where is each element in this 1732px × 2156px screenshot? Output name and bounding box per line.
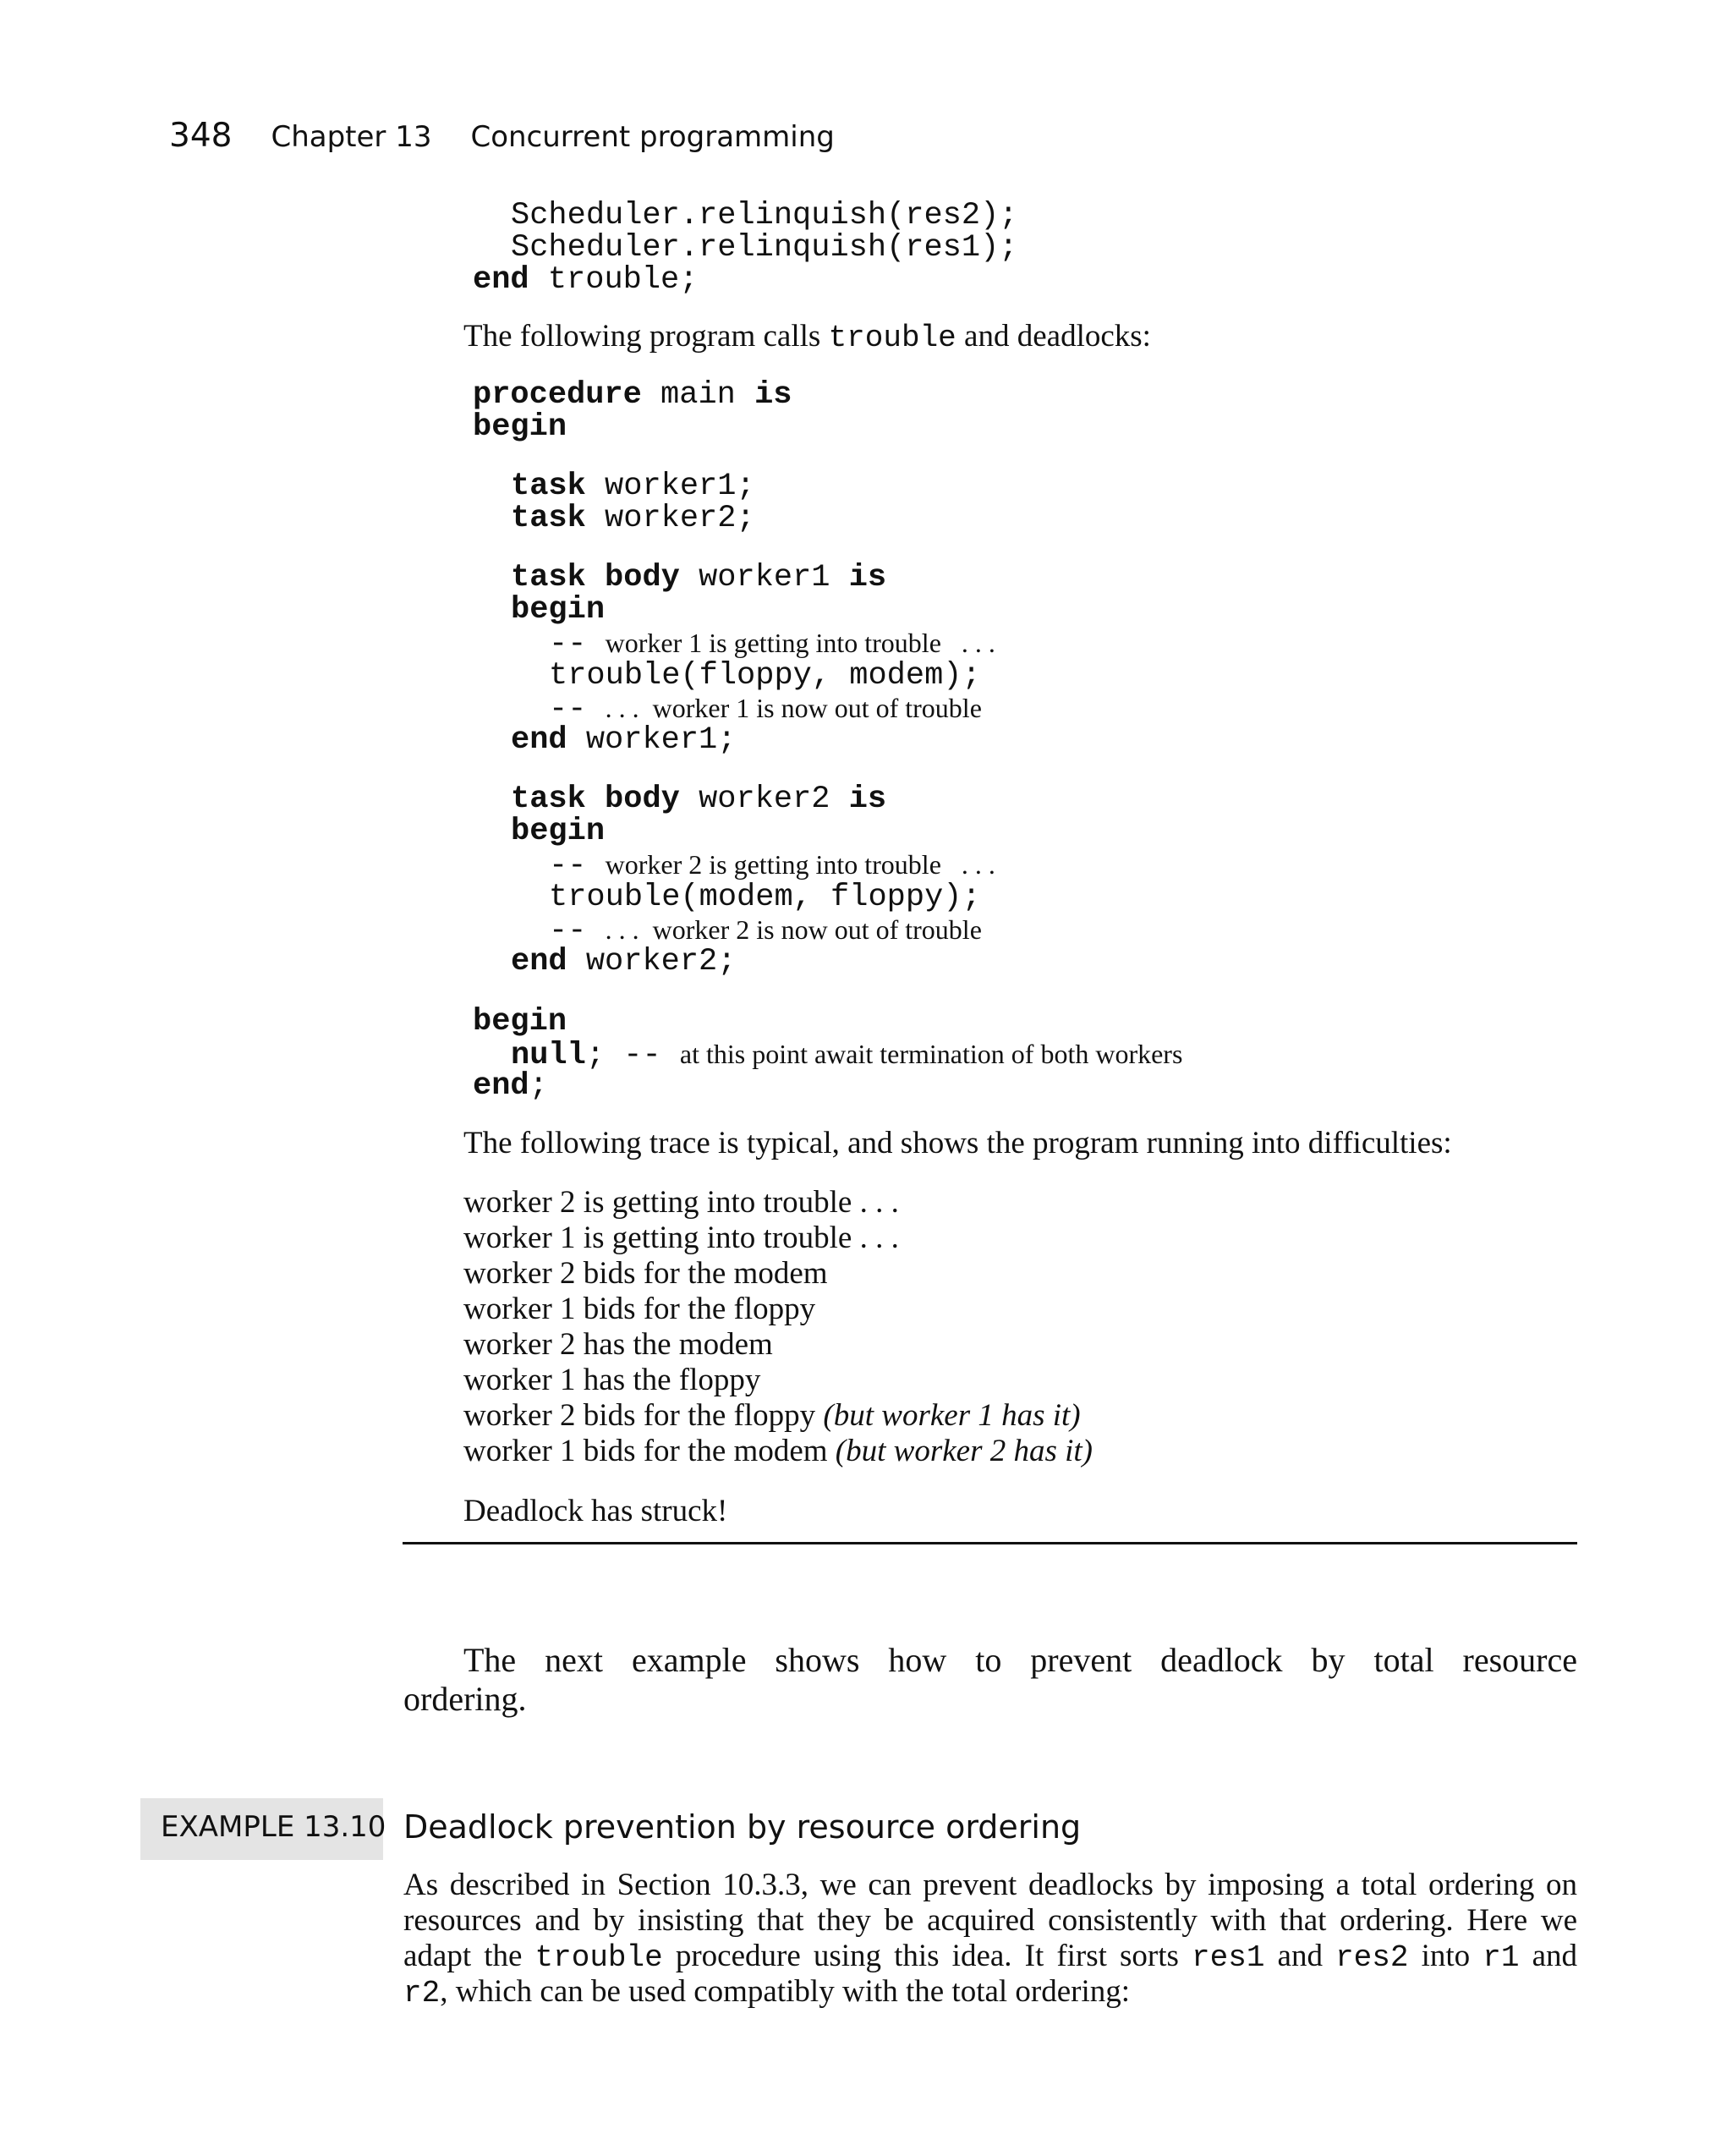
keyword: begin — [511, 814, 606, 849]
code-line — [511, 1038, 1182, 1072]
text: and deadlocks: — [956, 319, 1151, 354]
trace-text: worker 2 bids for the floppy — [463, 1398, 824, 1433]
text: The following program calls — [463, 319, 829, 354]
code-text: trouble; — [529, 262, 699, 298]
code-comment — [549, 913, 982, 947]
paragraph-line — [403, 1939, 1577, 1976]
keyword: body — [605, 560, 680, 595]
keyword: begin — [473, 1004, 567, 1040]
code-text: ; -- — [585, 1038, 680, 1073]
running-header — [169, 117, 835, 167]
code-line — [473, 264, 698, 296]
code-comment — [549, 848, 995, 882]
trace-line — [463, 1256, 828, 1292]
keyword: is — [848, 782, 887, 817]
keyword: task — [511, 501, 586, 536]
comment-dashes: -- — [549, 848, 606, 884]
text: adapt the — [403, 1939, 535, 1973]
code-line: Scheduler.relinquish(res2); — [511, 198, 1018, 233]
code-text: worker2; — [585, 501, 755, 536]
code-comment — [549, 692, 982, 726]
code-line — [511, 594, 605, 626]
code-comment — [549, 627, 995, 661]
keyword: null — [511, 1038, 586, 1073]
text: procedure using this idea. It first sorts — [662, 1939, 1192, 1973]
code-text: worker1 — [679, 560, 849, 595]
trace-text: worker 1 has the floppy — [463, 1363, 761, 1397]
paragraph-line — [403, 1974, 1130, 2011]
code-line — [473, 1006, 567, 1038]
keyword: end — [473, 262, 529, 298]
inline-code: res2 — [1335, 1940, 1409, 1975]
code-line — [511, 946, 736, 978]
trace-line — [463, 1363, 760, 1398]
comment-dashes: -- — [549, 692, 606, 727]
paragraph-line: The next example shows how to prevent deadlock by total resource — [463, 1641, 1577, 1679]
text: , which can be used compatibly with the total ordering: — [440, 1974, 1131, 2009]
chapter-title: Concurrent programming — [470, 120, 835, 154]
code-line — [473, 379, 792, 411]
paragraph-line: As described in Section 10.3.3, we can prevent deadlocks by imposing a total ordering on — [403, 1868, 1577, 1902]
comment-dashes: -- — [549, 913, 606, 949]
comment-text: worker 1 is getting into trouble . . . — [605, 628, 995, 658]
conclusion: Deadlock has struck! — [463, 1494, 728, 1528]
code-text: main — [641, 377, 755, 413]
keyword: task — [511, 560, 586, 595]
trace-text: worker 1 bids for the modem — [463, 1434, 836, 1468]
trace-line — [463, 1327, 773, 1363]
text: and — [1264, 1939, 1336, 1973]
inline-code: res1 — [1192, 1940, 1265, 1975]
keyword: procedure — [473, 377, 642, 413]
intro-paragraph — [463, 319, 1151, 356]
example-label: EXAMPLE 13.10 — [161, 1810, 386, 1844]
trace-note: (but worker 2 has it) — [835, 1434, 1093, 1468]
trace-note: (but worker 1 has it) — [823, 1398, 1081, 1433]
comment-text: . . . worker 1 is now out of trouble — [605, 693, 982, 723]
trace-text: worker 1 is getting into trouble . . . — [463, 1221, 899, 1255]
example-title: Deadlock prevention by resource ordering — [403, 1808, 1082, 1846]
text: into — [1408, 1939, 1483, 1973]
inline-code: r1 — [1483, 1940, 1520, 1975]
code-text: ; — [529, 1068, 548, 1104]
example-end-rule — [403, 1542, 1577, 1544]
page-number: 348 — [169, 117, 233, 155]
code-line — [473, 1070, 548, 1102]
code-line — [511, 562, 886, 594]
code-line — [511, 783, 886, 815]
trace-line — [463, 1434, 1093, 1469]
chapter-label: Chapter 13 — [271, 120, 432, 154]
keyword: end — [511, 944, 567, 979]
trace-line — [463, 1185, 899, 1221]
comment-dashes: -- — [549, 627, 606, 662]
trace-line — [463, 1292, 815, 1327]
code-text: worker2 — [679, 782, 849, 817]
code-text: worker2; — [567, 944, 737, 979]
keyword: is — [754, 377, 792, 413]
keyword: end — [473, 1068, 529, 1104]
code-line: trouble(floppy, modem); — [549, 658, 981, 694]
trace-line — [463, 1221, 899, 1256]
code-text: worker1; — [585, 469, 755, 504]
code-line — [473, 411, 567, 443]
trace-intro: The following trace is typical, and shows the program running into difficulties: — [463, 1126, 1452, 1160]
trace-text: worker 2 has the modem — [463, 1327, 773, 1362]
trace-line — [463, 1398, 1081, 1434]
paragraph-line: resources and by insisting that they be acquired consistently with that ordering. Here we — [403, 1903, 1577, 1938]
paragraph-line: ordering. — [403, 1680, 527, 1718]
keyword: task — [511, 469, 586, 504]
code-line — [511, 502, 755, 535]
trace-text: worker 2 is getting into trouble . . . — [463, 1185, 899, 1220]
keyword: end — [511, 722, 567, 758]
trace-text: worker 1 bids for the floppy — [463, 1292, 816, 1326]
keyword: body — [605, 782, 680, 817]
trace-text: worker 2 bids for the modem — [463, 1256, 828, 1291]
comment-text: at this point await termination of both workers — [679, 1039, 1183, 1069]
comment-text: worker 2 is getting into trouble . . . — [605, 849, 995, 880]
code-text: worker1; — [567, 722, 737, 758]
keyword: task — [511, 782, 586, 817]
inline-code: r2 — [403, 1976, 441, 2011]
code-line — [511, 724, 736, 756]
code-line — [511, 470, 755, 502]
code-line — [511, 815, 605, 848]
code-line: trouble(modem, floppy); — [549, 880, 981, 915]
text: and — [1519, 1939, 1577, 1973]
inline-code: trouble — [828, 321, 956, 355]
keyword: begin — [473, 409, 567, 445]
keyword: begin — [511, 592, 606, 628]
inline-code: trouble — [534, 1940, 663, 1975]
keyword: is — [848, 560, 887, 595]
comment-text: . . . worker 2 is now out of trouble — [605, 914, 982, 945]
code-line: Scheduler.relinquish(res1); — [511, 230, 1018, 266]
